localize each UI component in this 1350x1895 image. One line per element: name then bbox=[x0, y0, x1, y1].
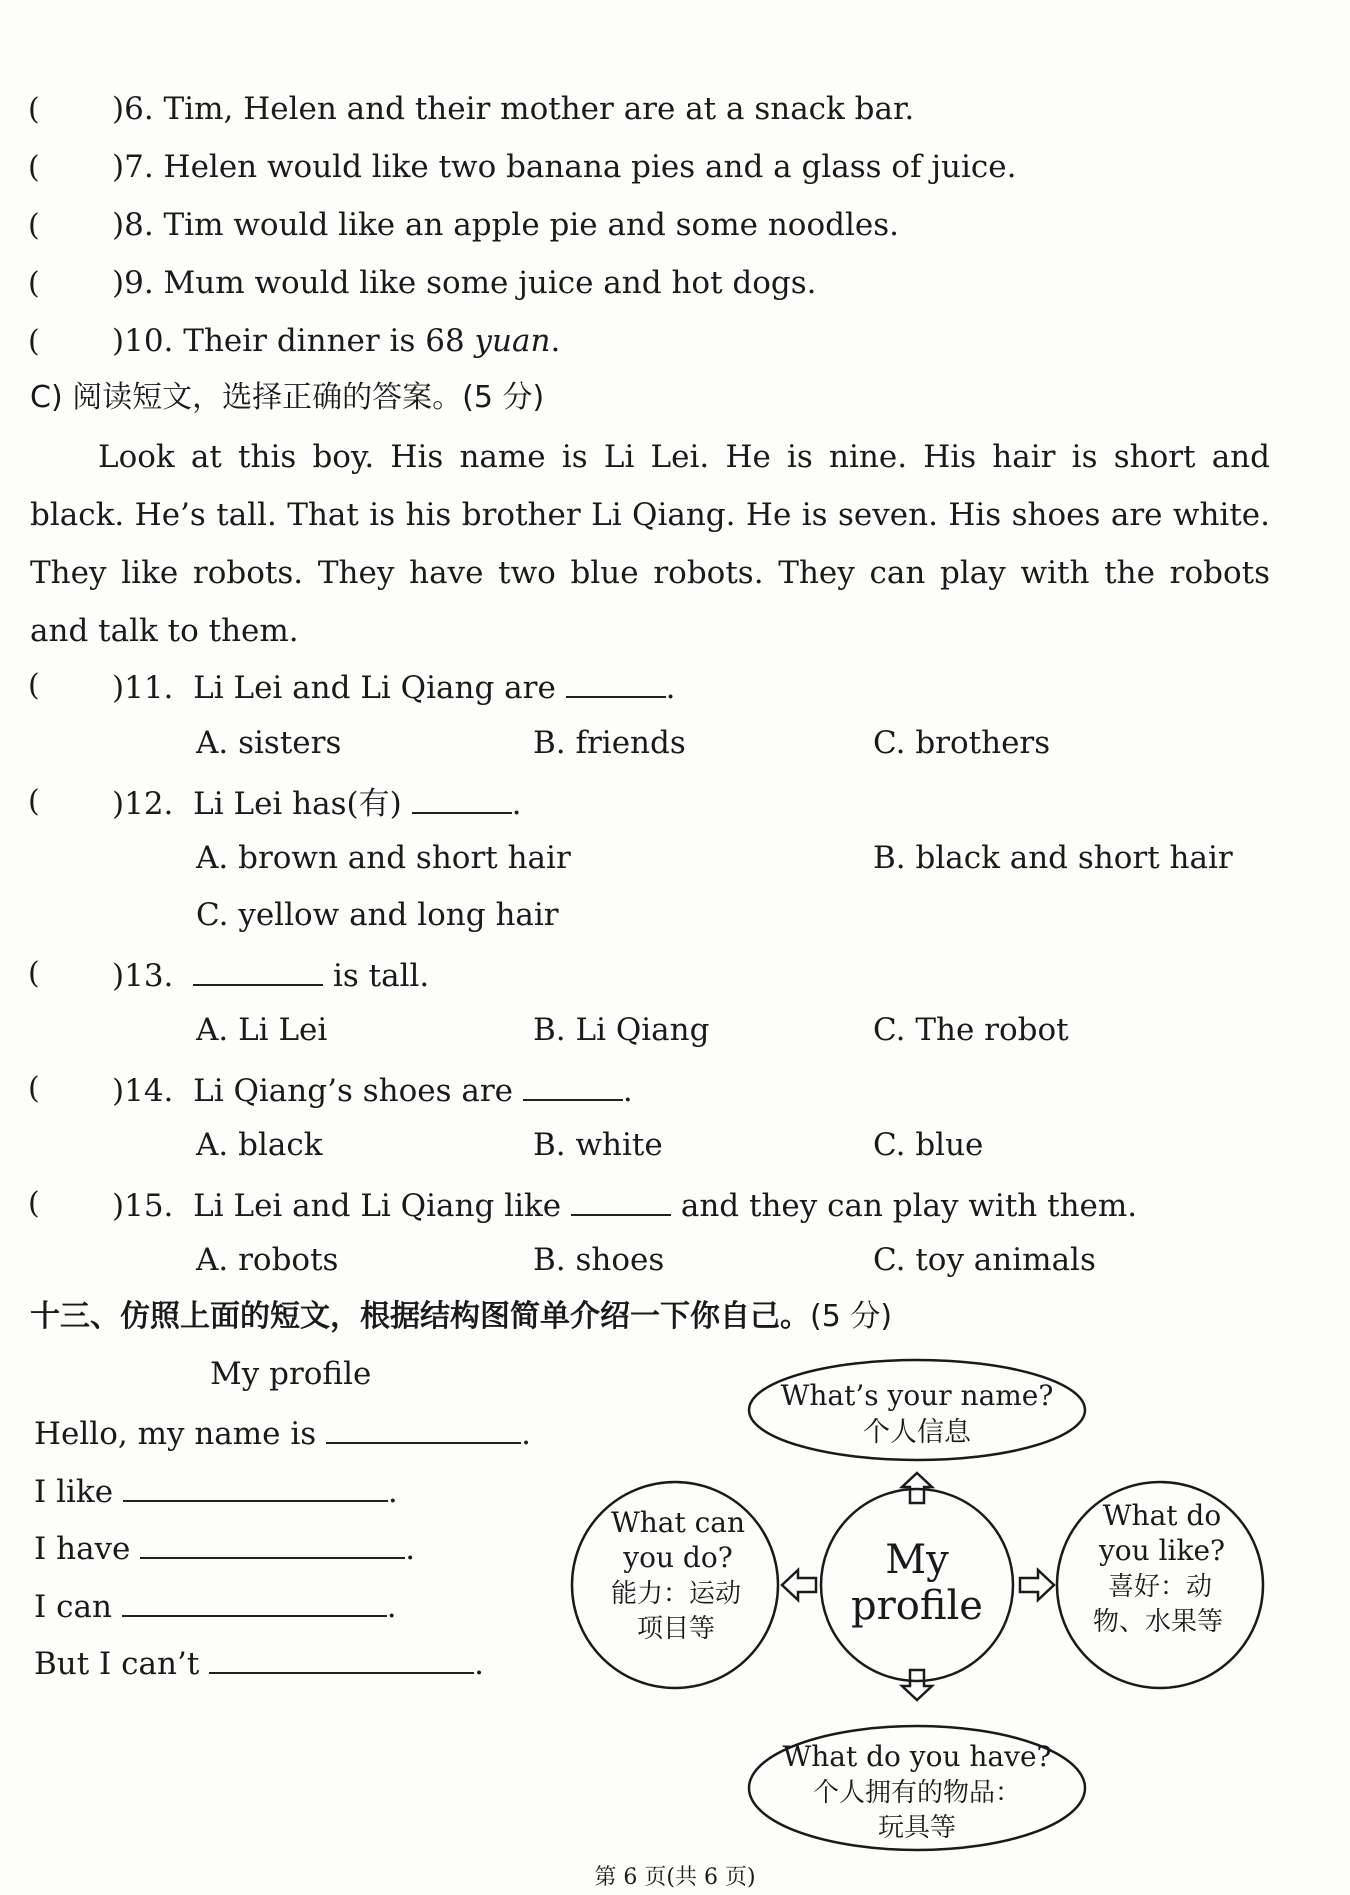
question-15 bbox=[112, 1188, 1137, 1222]
section-c-title: C) 阅读短文，选择正确的答案。(5 分) bbox=[30, 380, 545, 415]
item-text-post: . bbox=[550, 323, 561, 359]
profile-title: My profile bbox=[210, 1356, 372, 1392]
answer-blank[interactable] bbox=[523, 1073, 623, 1101]
section-13-score: (5 分) bbox=[810, 1299, 893, 1334]
left-label: you do? bbox=[623, 1541, 733, 1574]
question-number: )13. bbox=[112, 958, 174, 994]
option-c[interactable]: C. blue bbox=[873, 1127, 984, 1163]
option-c[interactable]: C. yellow and long hair bbox=[196, 897, 559, 933]
profile-line-name bbox=[34, 1416, 531, 1450]
answer-blank[interactable] bbox=[140, 1531, 405, 1559]
line-prompt: Hello, my name is bbox=[34, 1416, 317, 1452]
right-label: 物、水果等 bbox=[1092, 1607, 1224, 1637]
center-label: profile bbox=[851, 1583, 983, 1629]
option-a[interactable]: A. robots bbox=[196, 1242, 339, 1278]
item-9 bbox=[112, 265, 817, 301]
answer-paren[interactable]: ( bbox=[28, 150, 40, 185]
right-label: What do bbox=[1102, 1499, 1222, 1532]
option-a[interactable]: A. brown and short hair bbox=[196, 840, 571, 876]
item-text: Tim, Helen and their mother are at a snack bar. bbox=[163, 91, 915, 127]
option-c[interactable]: C. brothers bbox=[873, 725, 1051, 761]
item-text-pre: Their dinner is 68 bbox=[183, 323, 475, 359]
option-a[interactable]: A. sisters bbox=[196, 725, 342, 761]
answer-paren[interactable]: ( bbox=[28, 266, 40, 301]
question-end: and they can play with them. bbox=[680, 1188, 1138, 1224]
question-number: )11. bbox=[112, 670, 174, 706]
profile-line-like bbox=[34, 1474, 398, 1508]
answer-paren[interactable]: ( bbox=[28, 784, 40, 819]
item-8 bbox=[112, 207, 899, 243]
line-prompt: But I can’t bbox=[34, 1646, 200, 1682]
line-end: . bbox=[386, 1589, 397, 1625]
answer-paren[interactable]: ( bbox=[28, 1071, 40, 1106]
question-13 bbox=[112, 958, 429, 992]
item-10 bbox=[112, 323, 561, 359]
center-label: My bbox=[885, 1537, 949, 1583]
item-text: Helen would like two banana pies and a glass of juice. bbox=[163, 149, 1017, 185]
option-b[interactable]: B. shoes bbox=[533, 1242, 665, 1278]
profile-line-can bbox=[34, 1589, 397, 1623]
answer-paren[interactable]: ( bbox=[28, 956, 40, 991]
question-number: )12. bbox=[112, 786, 174, 822]
question-11 bbox=[112, 670, 676, 704]
line-end: . bbox=[405, 1531, 416, 1567]
option-c[interactable]: C. The robot bbox=[873, 1012, 1069, 1048]
question-number: )14. bbox=[112, 1073, 174, 1109]
item-6 bbox=[112, 91, 915, 127]
top-label: 个人信息 bbox=[863, 1417, 971, 1448]
line-end: . bbox=[474, 1646, 484, 1682]
answer-paren[interactable]: ( bbox=[28, 324, 40, 359]
answer-blank[interactable] bbox=[122, 1589, 387, 1617]
arrow-left-icon bbox=[782, 1570, 816, 1600]
page-footer: 第 6 页(共 6 页) bbox=[594, 1865, 756, 1890]
profile-line-have bbox=[34, 1531, 415, 1565]
answer-blank[interactable] bbox=[326, 1416, 521, 1444]
bottom-label: What do you have? bbox=[782, 1740, 1052, 1773]
item-text: Tim would like an apple pie and some noodles. bbox=[163, 207, 899, 243]
section-13-title bbox=[30, 1301, 892, 1332]
option-b[interactable]: B. white bbox=[533, 1127, 663, 1163]
answer-paren[interactable]: ( bbox=[28, 92, 40, 127]
profile-line-cant bbox=[34, 1646, 484, 1680]
answer-blank[interactable] bbox=[123, 1474, 388, 1502]
option-c[interactable]: C. toy animals bbox=[873, 1242, 1096, 1278]
right-label: you like? bbox=[1098, 1534, 1226, 1567]
question-end: is tall. bbox=[332, 958, 430, 994]
answer-blank[interactable] bbox=[571, 1188, 671, 1216]
line-prompt: I can bbox=[34, 1589, 112, 1625]
answer-blank[interactable] bbox=[193, 958, 323, 986]
arrow-down-icon bbox=[902, 1670, 932, 1700]
top-label: What’s your name? bbox=[780, 1379, 1054, 1412]
question-text: Li Lei and Li Qiang like bbox=[193, 1188, 562, 1224]
item-number: )7. bbox=[112, 149, 154, 185]
question-text: Li Lei has(有) bbox=[193, 786, 402, 822]
item-number: )9. bbox=[112, 265, 154, 301]
question-text: Li Qiang’s shoes are bbox=[193, 1073, 514, 1109]
left-label: 能力：运动 bbox=[610, 1579, 742, 1609]
left-label: 项目等 bbox=[636, 1614, 716, 1644]
arrow-right-icon bbox=[1020, 1570, 1054, 1600]
option-b[interactable]: B. black and short hair bbox=[873, 840, 1233, 876]
item-7 bbox=[112, 149, 1017, 185]
line-end: . bbox=[387, 1474, 398, 1510]
item-number: )6. bbox=[112, 91, 154, 127]
bottom-label: 玩具等 bbox=[877, 1813, 957, 1843]
bottom-label: 个人拥有的物品： bbox=[812, 1778, 1022, 1808]
item-number: )8. bbox=[112, 207, 154, 243]
item-text-italic: yuan bbox=[474, 323, 551, 359]
line-prompt: I like bbox=[34, 1474, 114, 1510]
question-number: )15. bbox=[112, 1188, 174, 1224]
answer-blank[interactable] bbox=[412, 786, 512, 814]
answer-paren[interactable]: ( bbox=[28, 668, 40, 703]
answer-blank[interactable] bbox=[566, 670, 666, 698]
question-end: . bbox=[511, 786, 522, 822]
option-b[interactable]: B. friends bbox=[533, 725, 686, 761]
item-text: Mum would like some juice and hot dogs. bbox=[163, 265, 817, 301]
option-a[interactable]: A. black bbox=[196, 1127, 323, 1163]
left-label: What can bbox=[610, 1506, 746, 1539]
question-12 bbox=[112, 786, 521, 820]
right-label: 喜好：动 bbox=[1107, 1572, 1213, 1602]
answer-blank[interactable] bbox=[209, 1646, 474, 1674]
item-number: )10. bbox=[112, 323, 174, 359]
question-text: Li Lei and Li Qiang are bbox=[193, 670, 556, 706]
option-a[interactable]: A. Li Lei bbox=[196, 1012, 328, 1048]
line-prompt: I have bbox=[34, 1531, 131, 1567]
answer-paren[interactable]: ( bbox=[28, 1186, 40, 1221]
reading-passage: Look at this boy. His name is Li Lei. He is nine. His hair is short and black. He’s tall. That is his brother Li Qiang. He is seven. His shoes are white. They like robots. They have two blue robots. They can play with the robots and talk to them. bbox=[30, 439, 1270, 649]
option-b[interactable]: B. Li Qiang bbox=[533, 1012, 710, 1048]
section-13-heading: 十三、仿照上面的短文，根据结构图简单介绍一下你自己。 bbox=[30, 1299, 810, 1334]
profile-mind-map bbox=[560, 1355, 1275, 1855]
question-end: . bbox=[622, 1073, 633, 1109]
question-end: . bbox=[665, 670, 676, 706]
line-end: . bbox=[521, 1416, 531, 1452]
answer-paren[interactable]: ( bbox=[28, 208, 40, 243]
question-14 bbox=[112, 1073, 633, 1107]
